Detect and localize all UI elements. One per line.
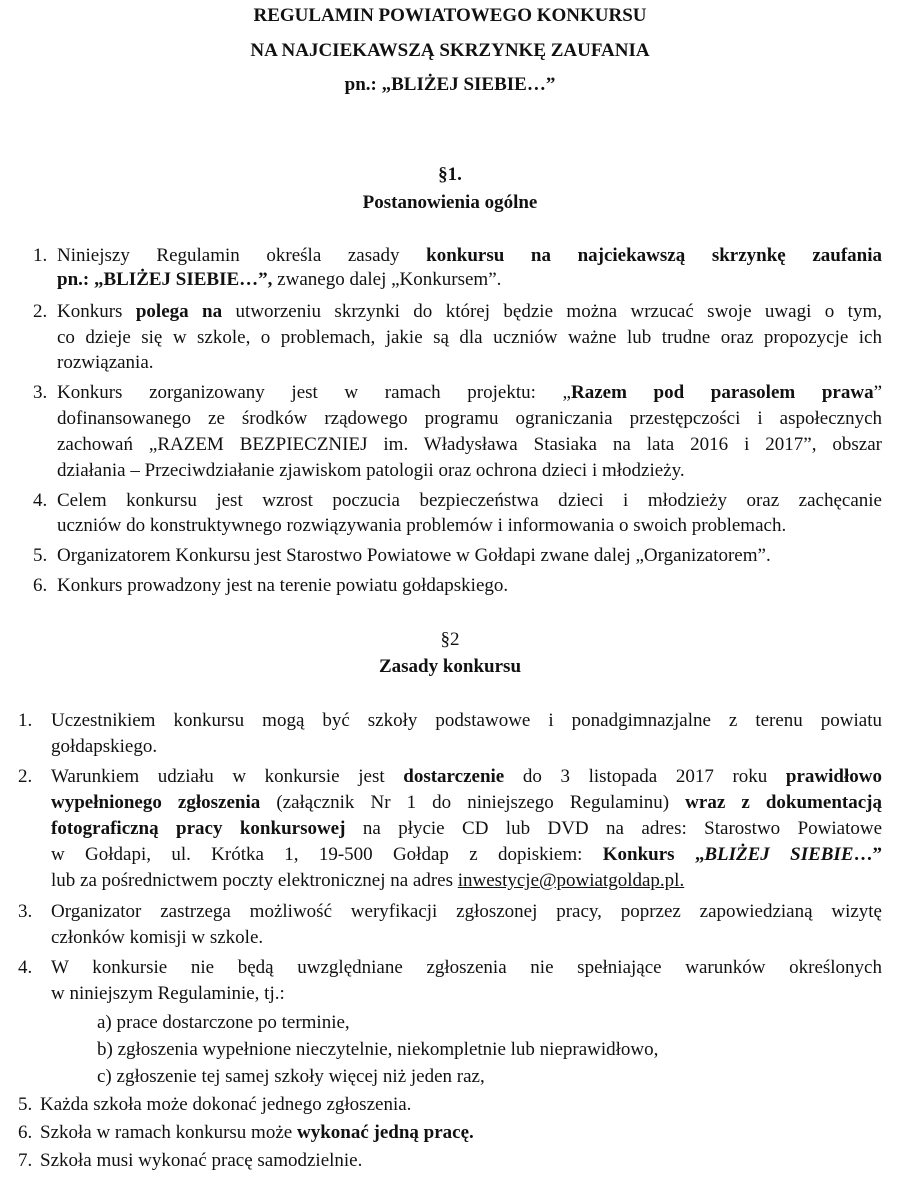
item-number: 1.: [18, 710, 33, 731]
item-text: rozwiązania.: [57, 352, 154, 373]
item-text: w niniejszym Regulaminie, tj.:: [51, 983, 285, 1004]
item-text: gołdapskiego.: [51, 736, 158, 757]
item-text: lub za pośrednictwem poczty elektronicznej na adres inwestycje@powiatgoldap.pl.: [51, 870, 685, 891]
doc-title-line3: pn.: „BLIŻEJ SIEBIE…”: [344, 74, 556, 95]
item-text: Konkurs polega na utworzeniu skrzynki do której będzie można wrzucać swoje uwagi o tym,: [57, 301, 882, 322]
section2-heading: Zasady konkursu: [378, 656, 522, 677]
item-number: 7.: [18, 1150, 33, 1171]
item-number: 6.: [33, 575, 48, 596]
item-number: 4.: [33, 490, 48, 511]
sub-item: b) zgłoszenia wypełnione nieczytelnie, niekompletnie lub nieprawidłowo,: [97, 1039, 659, 1060]
item-text: Celem konkursu jest wzrost poczucia bezpieczeństwa dzieci i młodzieży oraz zachęcanie: [57, 490, 882, 511]
item-number: 2.: [18, 766, 33, 787]
item-text: pn.: „BLIŻEJ SIEBIE…”, zwanego dalej „Konkursem”.: [57, 269, 502, 290]
item-number: 3.: [33, 382, 48, 403]
item-number: 2.: [33, 301, 48, 322]
item-text: Konkurs zorganizowany jest w ramach projektu: „Razem pod parasolem prawa”: [57, 382, 883, 403]
sub-item: a) prace dostarczone po terminie,: [97, 1012, 350, 1033]
section1-number: §1.: [438, 164, 462, 185]
item-number: 6.: [18, 1122, 33, 1143]
item-text: Szkoła w ramach konkursu może wykonać jedną pracę.: [40, 1122, 474, 1143]
item-number: 4.: [18, 957, 33, 978]
item-text: Każda szkoła może dokonać jednego zgłoszenia.: [40, 1094, 412, 1115]
item-text: dofinansowanego ze środków rządowego programu ograniczania przestępczości i aspołecznych: [57, 408, 882, 429]
item-text: Uczestnikiem konkursu mogą być szkoły podstawowe i ponadgimnazjalne z terenu powiatu: [51, 710, 882, 731]
item-text: Niniejszy Regulamin określa zasady konkursu na najciekawszą skrzynkę zaufania: [57, 245, 882, 266]
item-text: Organizatorem Konkursu jest Starostwo Powiatowe w Gołdapi zwane dalej „Organizatorem”.: [57, 545, 771, 566]
email-link[interactable]: inwestycje@powiatgoldap.pl.: [457, 870, 685, 891]
item-number: 1.: [33, 245, 48, 266]
item-text: uczniów do konstruktywnego rozwiązywania problemów i informowania o swoich problemach.: [57, 515, 787, 536]
item-text: W konkursie nie będą uwzględniane zgłoszenia nie spełniające warunków określonych: [51, 957, 882, 978]
item-text: członków komisji w szkole.: [51, 927, 264, 948]
item-text: co dzieje się w szkole, o problemach, jakie są dla uczniów ważne lub trudne oraz propozycje ich: [57, 327, 882, 348]
item-text: w Gołdapi, ul. Krótka 1, 19-500 Gołdap z dopiskiem: Konkurs „BLIŻEJ SIEBIE…”: [51, 844, 883, 865]
sub-item: c) zgłoszenie tej samej szkoły więcej niż jeden raz,: [97, 1066, 485, 1087]
doc-title-line2: NA NAJCIEKAWSZĄ SKRZYNKĘ ZAUFANIA: [250, 40, 650, 61]
section2-number: §2: [440, 629, 460, 650]
item-number: 3.: [18, 901, 33, 922]
item-text: zachowań „RAZEM BEZPIECZNIEJ im. Władysława Stasiaka na lata 2016 i 2017”, obszar: [57, 434, 882, 455]
doc-title-line1: REGULAMIN POWIATOWEGO KONKURSU: [253, 5, 647, 26]
item-text: Konkurs prowadzony jest na terenie powiatu gołdapskiego.: [57, 575, 509, 596]
section1-heading: Postanowienia ogólne: [362, 192, 538, 213]
item-text: Warunkiem udziału w konkursie jest dostarczenie do 3 listopada 2017 roku prawidłowo: [51, 766, 882, 787]
item-number: 5.: [18, 1094, 33, 1115]
item-text: działania – Przeciwdziałanie zjawiskom patologii oraz ochrona dzieci i młodzieży.: [57, 460, 685, 481]
item-text: Organizator zastrzega możliwość weryfikacji zgłoszonej pracy, poprzez zapowiedzianą wizytę: [51, 901, 882, 922]
item-text: fotograficzną pracy konkursowej na płycie CD lub DVD na adres: Starostwo Powiatowe: [51, 818, 882, 839]
item-text: Szkoła musi wykonać pracę samodzielnie.: [40, 1150, 363, 1171]
item-text: wypełnionego zgłoszenia (załącznik Nr 1 do niniejszego Regulaminu) wraz z dokumentacją: [51, 792, 882, 813]
item-number: 5.: [33, 545, 48, 566]
